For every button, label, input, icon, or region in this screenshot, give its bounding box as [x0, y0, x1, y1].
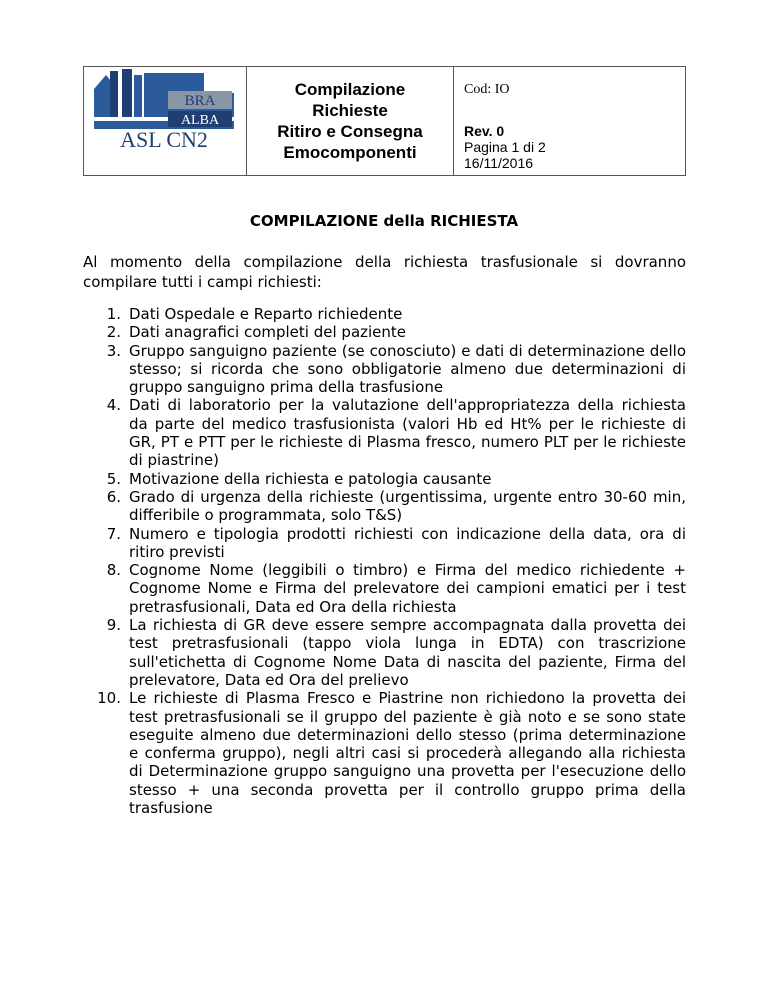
item-number: 6. — [106, 487, 121, 506]
item-text: Numero e tipologia prodotti richiesti con indicazione della data, ora di ritiro previsti — [129, 524, 686, 561]
list-item — [83, 561, 686, 616]
revision: Rev. 0 — [464, 123, 505, 139]
item-text: Gruppo sanguigno paziente (se conosciuto) e dati di determinazione dello stesso; si ricorda che sono obbligatorie almeno due determinazioni di gruppo sanguigno prima della trasfusione — [129, 341, 686, 397]
item-text: Dati di laboratorio per la valutazione dell'appropriatezza della richiesta da parte del medico trasfusionista (valori Hb ed Ht% per le richieste di GR, PT e PTT per le richieste di Plasma fresco, numero PLT per le richieste di piastrine) — [129, 396, 686, 470]
item-text: Dati anagrafici completi del paziente — [129, 323, 407, 342]
item-text: Dati Ospedale e Reparto richiedente — [129, 305, 403, 323]
title-line: Richieste — [312, 101, 388, 120]
item-text: Cognome Nome (leggibili o timbro) e Firma del medico richiedente + Cognome Nome e Firma del prelevatore dei campioni ematici per i test pretrasfusionali, Data ed Ora della richiesta — [129, 561, 686, 616]
item-text: Le richieste di Plasma Fresco e Piastrine non richiedono la provetta dei test pretrasfusionali se il gruppo del paziente è già noto e se sono state eseguite almeno due determinazioni dello stesso (prima determinazione e conferma gruppo), negli altri casi si procederà allegando alla richiesta di Determinazione gruppo sanguigno una provetta per l'esecuzione dello stesso + una seconda provetta per il controllo gruppo prima della trasfusione — [129, 689, 686, 818]
asl-cn2-logo — [84, 67, 244, 175]
item-number: 2. — [106, 323, 121, 342]
logo-text-alba: ALBA — [180, 113, 220, 128]
list-item — [83, 342, 686, 397]
meta-cell — [454, 67, 685, 175]
intro-paragraph: Al momento della compilazione della richiesta trasfusionale si dovranno compilare tutti i campi richiesti: — [83, 253, 686, 291]
title-line: Compilazione — [294, 80, 406, 99]
document-title — [277, 79, 422, 163]
list-item — [83, 305, 686, 323]
list-item — [83, 396, 686, 469]
logo-text-bra: BRA — [184, 93, 216, 109]
logo-text-aslcn2: ASL CN2 — [120, 127, 208, 152]
list-item — [83, 470, 686, 488]
item-number: 1. — [106, 305, 121, 323]
item-text: Grado di urgenza della richieste (urgentissima, urgente entro 30-60 min, differibile o programmata, solo T&S) — [129, 487, 686, 525]
item-text: La richiesta di GR deve essere sempre accompagnata dalla provetta dei test pretrasfusionali (tappo viola lunga in EDTA) con trascrizione sull'etichetta di Cognome Nome Data di nascita del paziente, Firma del prelevatore, Data ed Ora del prelievo — [129, 616, 686, 689]
item-number: 9. — [106, 616, 121, 635]
page-number: Pagina 1 di 2 — [464, 139, 546, 155]
list-item — [83, 323, 686, 341]
doc-code: Cod: IO — [464, 82, 510, 97]
item-number: 4. — [106, 396, 121, 415]
list-item — [83, 488, 686, 525]
document-header — [83, 66, 686, 176]
title-line: Emocomponenti — [283, 143, 417, 162]
item-number: 5. — [106, 469, 121, 488]
list-item — [83, 525, 686, 562]
section-title: COMPILAZIONE della RICHIESTA — [249, 212, 519, 230]
item-text: Motivazione della richiesta e patologia causante — [129, 469, 492, 488]
title-line: Ritiro e Consegna — [277, 122, 423, 141]
list-item — [83, 689, 686, 817]
doc-date: 16/11/2016 — [464, 155, 534, 171]
title-cell — [247, 67, 454, 175]
logo-cell — [84, 67, 247, 175]
item-number: 8. — [106, 561, 121, 580]
requirements-list — [83, 305, 686, 817]
item-number: 7. — [106, 524, 121, 543]
item-number: 3. — [106, 341, 121, 360]
item-number: 10. — [97, 689, 121, 708]
list-item — [83, 616, 686, 689]
